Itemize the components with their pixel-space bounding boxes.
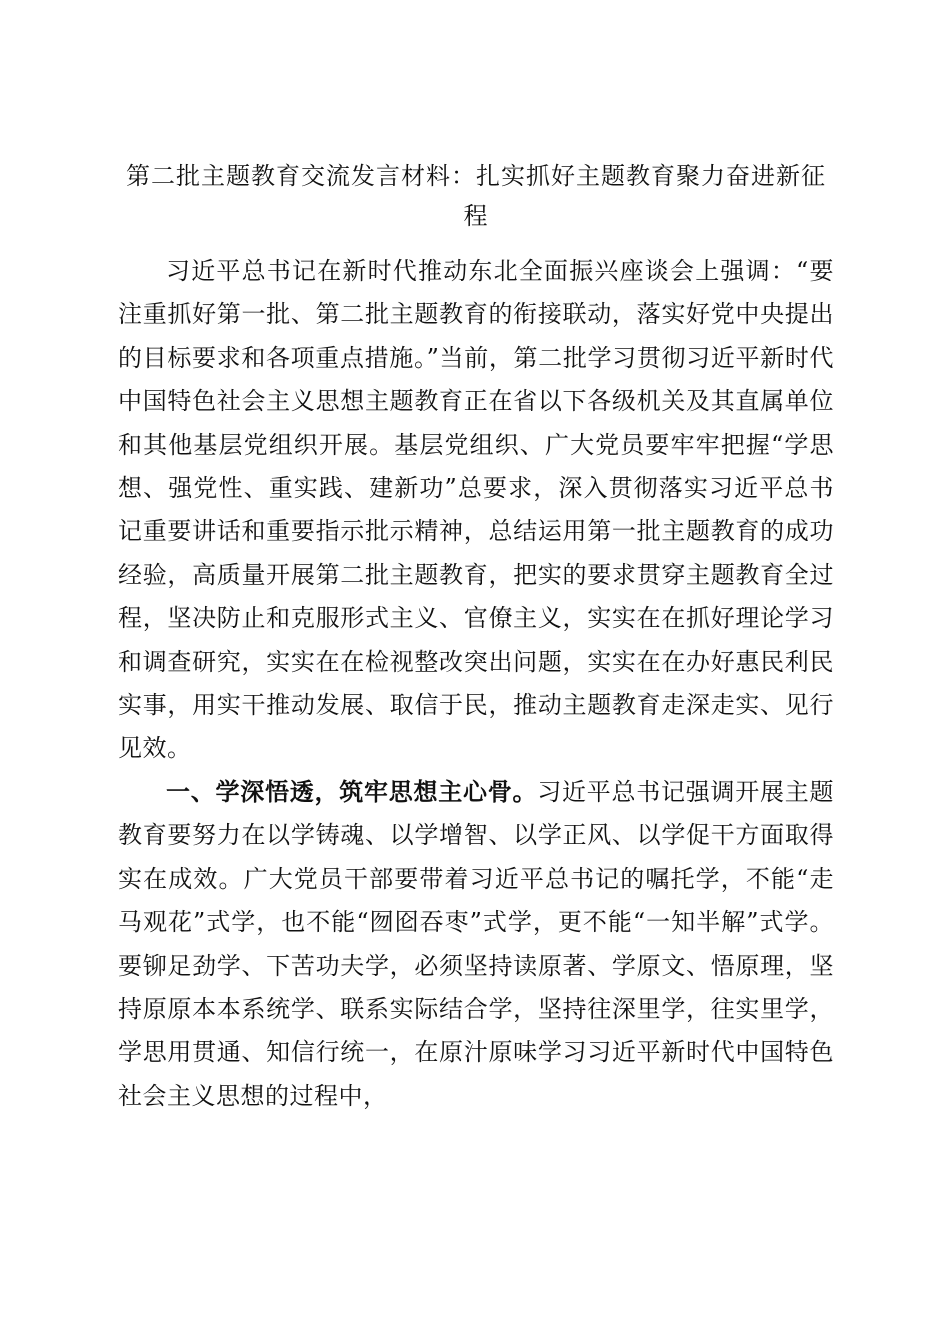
paragraph-text: 习近平总书记在新时代推动东北全面振兴座谈会上强调：“要注重抓好第一批、第二批主题教育的衔接联动，落实好党中央提出的目标要求和各项重点措施。”当前，第二批学习贯彻习近平新时代中国特色社会主义思想主题教育正在省以下各级机关及其直属单位和其他基层党组织开展。基层党组织、广大党员要牢牢把握“学思想、强党性、重实践、建新功”总要求，深入贯彻落实习近平总书记重要讲话和重要指示批示精神，总结运用第一批主题教育的成功经验，高质量开展第二批主题教育，把实的要求贯穿主题教育全过程，坚决防止和克服形式主义、官僚主义，实实在在抓好理论学习和调查研究，实实在在检视整改突出问题，实实在在办好惠民利民实事，用实干推动发展、取信于民，推动主题教育走深走实、见行见效。 xyxy=(118,257,834,763)
body-paragraph-intro xyxy=(118,250,834,771)
paragraph-text: 习近平总书记强调开展主题教育要努力在以学铸魂、以学增智、以学正风、以学促干方面取得实在成效。广大党员干部要带着习近平总书记的嘱托学，不能“走马观花”式学，也不能“囫囵吞枣”式学，更不能“一知半解”式学。要铆足劲学、下苦功夫学，必须坚持读原著、学原文、悟原理，坚持原原本本系统学、联系实际结合学，坚持往深里学，往实里学，学思用贯通、知信行统一，在原汁原味学习习近平新时代中国特色社会主义思想的过程中， xyxy=(118,777,834,1110)
section-heading: 一、学深悟透，筑牢思想主心骨。 xyxy=(166,777,538,806)
document-body xyxy=(118,250,834,1118)
document-title: 第二批主题教育交流发言材料：扎实抓好主题教育聚力奋进新征程 xyxy=(126,162,826,231)
body-paragraph-section-one xyxy=(118,771,834,1118)
